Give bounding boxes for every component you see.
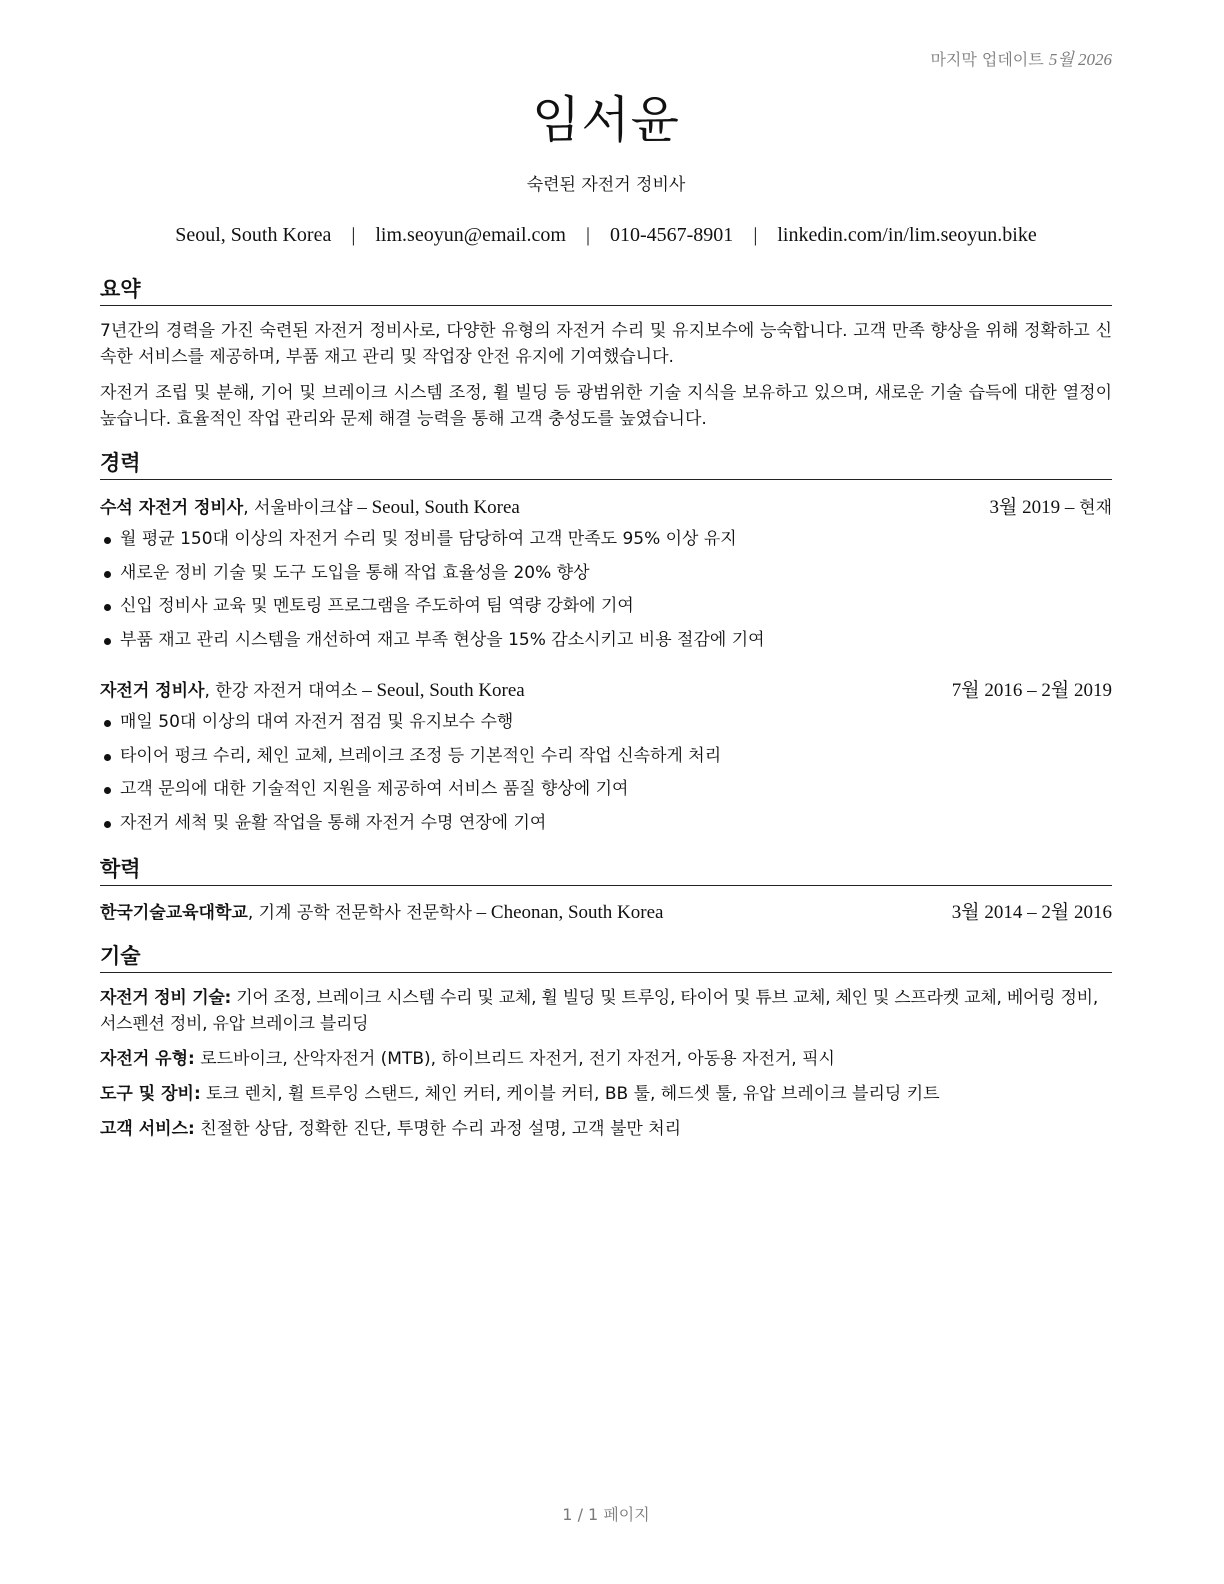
- job-date-sep: –: [1064, 497, 1075, 518]
- education-degree: 기계 공학 전문학사 전문학사: [258, 903, 472, 923]
- experience-section: [100, 450, 1112, 840]
- resume-page: [100, 0, 1112, 1584]
- contact-separator: |: [753, 224, 758, 246]
- summary-paragraph: 7년간의 경력을 가진 숙련된 자전거 정비사로, 다양한 유형의 자전거 수리 및 유지보수에 능숙합니다. 고객 만족 향상을 위해 정확하고 신속한 서비스를 제공하며, 부품 재고 관리 및 작업장 안전 유지에 기여했습니다.: [100, 321, 1112, 367]
- contact-separator: |: [351, 224, 356, 246]
- contact-phone: 010-4567-8901: [609, 224, 734, 246]
- job-date-sep: –: [1027, 680, 1037, 701]
- page-label: 페이지: [603, 1505, 650, 1524]
- contact-line: [100, 224, 1112, 247]
- job-dates: [990, 493, 1112, 523]
- skill-text: 친절한 상담, 정확한 진단, 투명한 수리 과정 설명, 고객 불만 처리: [200, 1119, 682, 1139]
- job-title: 숙련된 자전거 정비사: [526, 175, 686, 195]
- skill-label: 자전거 정비 기술:: [100, 988, 232, 1008]
- experience-heading: 경력: [100, 450, 1112, 480]
- job-bullet: 자전거 세척 및 윤활 작업을 통해 자전거 수명 연장에 기여: [100, 807, 1112, 841]
- job-bullets: [100, 523, 1112, 657]
- job-role: 수석 자전거 정비사: [100, 498, 244, 518]
- education-heading: 학력: [100, 856, 1112, 886]
- skill-item: [100, 985, 1112, 1037]
- job-bullet: 매일 50대 이상의 대여 자전거 점검 및 유지보수 수행: [100, 706, 1112, 740]
- skill-item: [100, 1116, 1112, 1142]
- summary-heading: 요약: [100, 276, 1112, 306]
- job-location: Seoul, South Korea: [371, 497, 520, 518]
- education-entry: 한국기술교육대학교, 기계 공학 전문학사 전문학사 – Cheonan, South Korea 3월 2014 – 2월 2016: [100, 898, 1112, 928]
- job-date-start: 7월 2016: [951, 680, 1023, 701]
- summary-paragraph: 자전거 조립 및 분해, 기어 및 브레이크 시스템 조정, 휠 빌딩 등 광범위한 기술 지식을 보유하고 있으며, 새로운 기술 습득에 대한 열정이 높습니다. 효율적인 작업 관리와 문제 해결 능력을 통해 고객 충성도를 높였습니다.: [100, 383, 1112, 429]
- job-bullet: 월 평균 150대 이상의 자전거 수리 및 정비를 담당하여 고객 만족도 95% 이상 유지: [100, 523, 1112, 557]
- skills-section: [100, 943, 1112, 1151]
- last-updated-label: 마지막 업데이트: [930, 50, 1044, 69]
- job-role: 자전거 정비사: [100, 681, 205, 701]
- job-dates: [952, 676, 1112, 706]
- education-date-start: 3월 2014: [951, 902, 1023, 923]
- page-current: 1: [562, 1505, 573, 1524]
- skill-text: 로드바이크, 산악자전거 (MTB), 하이브리드 자전거, 전기 자전거, 아동용 자전거, 픽시: [200, 1049, 835, 1069]
- skill-label: 도구 및 장비:: [100, 1084, 201, 1104]
- skill-text: 기어 조정, 브레이크 시스템 수리 및 교체, 휠 빌딩 및 트루잉, 타이어 및 튜브 교체, 체인 및 스프라켓 교체, 베어링 정비, 서스펜션 정비, 유압 브레이크 블리딩: [100, 988, 1098, 1034]
- job-date-start: 3월 2019: [989, 497, 1061, 518]
- education-dates: [952, 898, 1112, 928]
- contact-linkedin[interactable]: linkedin.com/in/lim.seoyun.bike: [777, 224, 1037, 246]
- job-header: 자전거 정비사, 한강 자전거 대여소 – Seoul, South Korea 7월 2016 – 2월 2019: [100, 676, 1112, 706]
- contact-location: Seoul, South Korea: [175, 224, 332, 246]
- page-separator: /: [577, 1505, 583, 1524]
- contact-separator: |: [585, 224, 590, 246]
- job-bullet: 새로운 정비 기술 및 도구 도입을 통해 작업 효율성을 20% 향상: [100, 557, 1112, 591]
- job-location: Seoul, South Korea: [376, 680, 525, 701]
- job-header: 수석 자전거 정비사, 서울바이크샵 – Seoul, South Korea 3월 2019 – 현재: [100, 493, 1112, 523]
- skill-label: 자전거 유형:: [100, 1049, 195, 1069]
- job-company: 서울바이크샵: [254, 498, 353, 518]
- person-name: 임서윤: [532, 91, 680, 149]
- skills-heading: 기술: [100, 943, 1112, 973]
- last-updated: [930, 45, 1112, 70]
- skill-text: 토크 렌치, 휠 트루잉 스탠드, 체인 커터, 케이블 커터, BB 툴, 헤드셋 툴, 유압 브레이크 블리딩 키트: [206, 1084, 940, 1104]
- skill-item: [100, 1046, 1112, 1072]
- job-entry: [100, 676, 1112, 840]
- job-date-end: 2월 2019: [1041, 680, 1112, 701]
- summary-section: [100, 276, 1112, 432]
- job-entry: [100, 493, 1112, 657]
- education-school: 한국기술교육대학교: [100, 903, 248, 923]
- contact-email[interactable]: lim.seoyun@email.com: [375, 224, 566, 246]
- job-date-end: 현재: [1079, 498, 1112, 518]
- job-bullet: 고객 문의에 대한 기술적인 지원을 제공하여 서비스 품질 향상에 기여: [100, 773, 1112, 807]
- job-company: 한강 자전거 대여소: [215, 681, 358, 701]
- job-bullet: 부품 재고 관리 시스템을 개선하여 재고 부족 현상을 15% 감소시키고 비용 절감에 기여: [100, 624, 1112, 658]
- skill-item: [100, 1081, 1112, 1107]
- job-bullets: [100, 706, 1112, 840]
- education-date-sep: –: [1027, 902, 1037, 923]
- page-total: 1: [588, 1505, 599, 1524]
- page-number: [100, 1502, 1112, 1525]
- last-updated-date: 5월 2026: [1048, 50, 1112, 69]
- job-bullet: 신입 정비사 교육 및 멘토링 프로그램을 주도하여 팀 역량 강화에 기여: [100, 590, 1112, 624]
- job-bullet: 타이어 펑크 수리, 체인 교체, 브레이크 조정 등 기본적인 수리 작업 신속하게 처리: [100, 740, 1112, 774]
- education-section: [100, 856, 1112, 928]
- education-date-end: 2월 2016: [1041, 902, 1112, 923]
- skill-label: 고객 서비스:: [100, 1119, 195, 1139]
- education-location: Cheonan, South Korea: [490, 902, 664, 923]
